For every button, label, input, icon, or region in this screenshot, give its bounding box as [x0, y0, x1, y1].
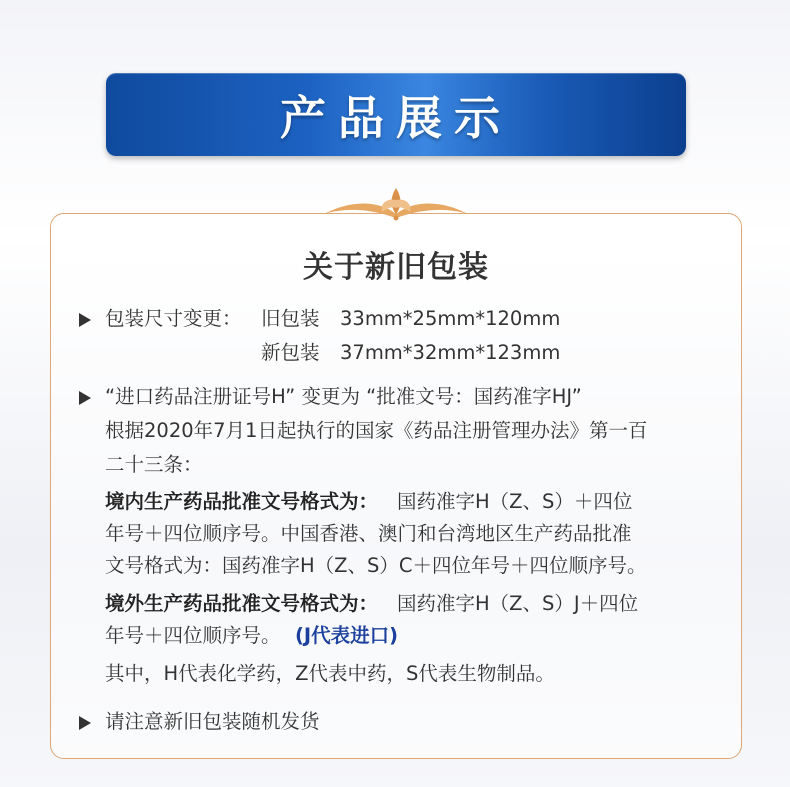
foreign-format-label: 境外生产药品批准文号格式为：	[105, 592, 379, 615]
registration-basis-line2: 二十三条：	[105, 453, 203, 476]
foreign-format-line2: 年号＋四位顺序号。	[105, 624, 281, 647]
card-title: 关于新旧包装	[303, 250, 489, 285]
new-package-label: 新包装	[261, 341, 320, 364]
size-change-label: 包装尺寸变更：	[105, 307, 242, 330]
registration-heading: “进口药品注册证号H” 变更为 “批准文号：国药准字HJ”	[105, 385, 582, 408]
old-package-label: 旧包装	[261, 307, 320, 330]
registration-basis-line1: 根据2020年7月1日起执行的国家《药品注册管理办法》第一百	[105, 419, 648, 442]
bullet-triangle-icon	[79, 391, 91, 405]
import-code-note: (J代表进口)	[295, 624, 399, 647]
banner-title: 产品展示	[280, 90, 512, 145]
code-meaning: 其中，H代表化学药，Z代表中药，S代表生物制品。	[105, 662, 555, 685]
domestic-format-label: 境内生产药品批准文号格式为：	[105, 490, 379, 513]
gold-flourish-icon	[316, 184, 476, 224]
packaging-info-card	[50, 213, 742, 759]
foreign-format-line1: 国药准字H（Z、S）J＋四位	[397, 592, 639, 615]
shipping-notice: 请注意新旧包装随机发货	[105, 710, 320, 733]
new-package-size: 37mm*32mm*123mm	[340, 341, 561, 364]
domestic-format-line1: 国药准字H（Z、S）＋四位	[397, 490, 633, 513]
bullet-triangle-icon	[79, 716, 91, 730]
old-package-size: 33mm*25mm*120mm	[340, 307, 561, 330]
domestic-format-line2: 年号＋四位顺序号。中国香港、澳门和台湾地区生产药品批准	[105, 522, 632, 545]
bullet-triangle-icon	[79, 313, 91, 327]
domestic-format-line3: 文号格式为：国药准字H（Z、S）C＋四位年号＋四位顺序号。	[105, 554, 647, 577]
product-display-banner	[106, 73, 686, 156]
